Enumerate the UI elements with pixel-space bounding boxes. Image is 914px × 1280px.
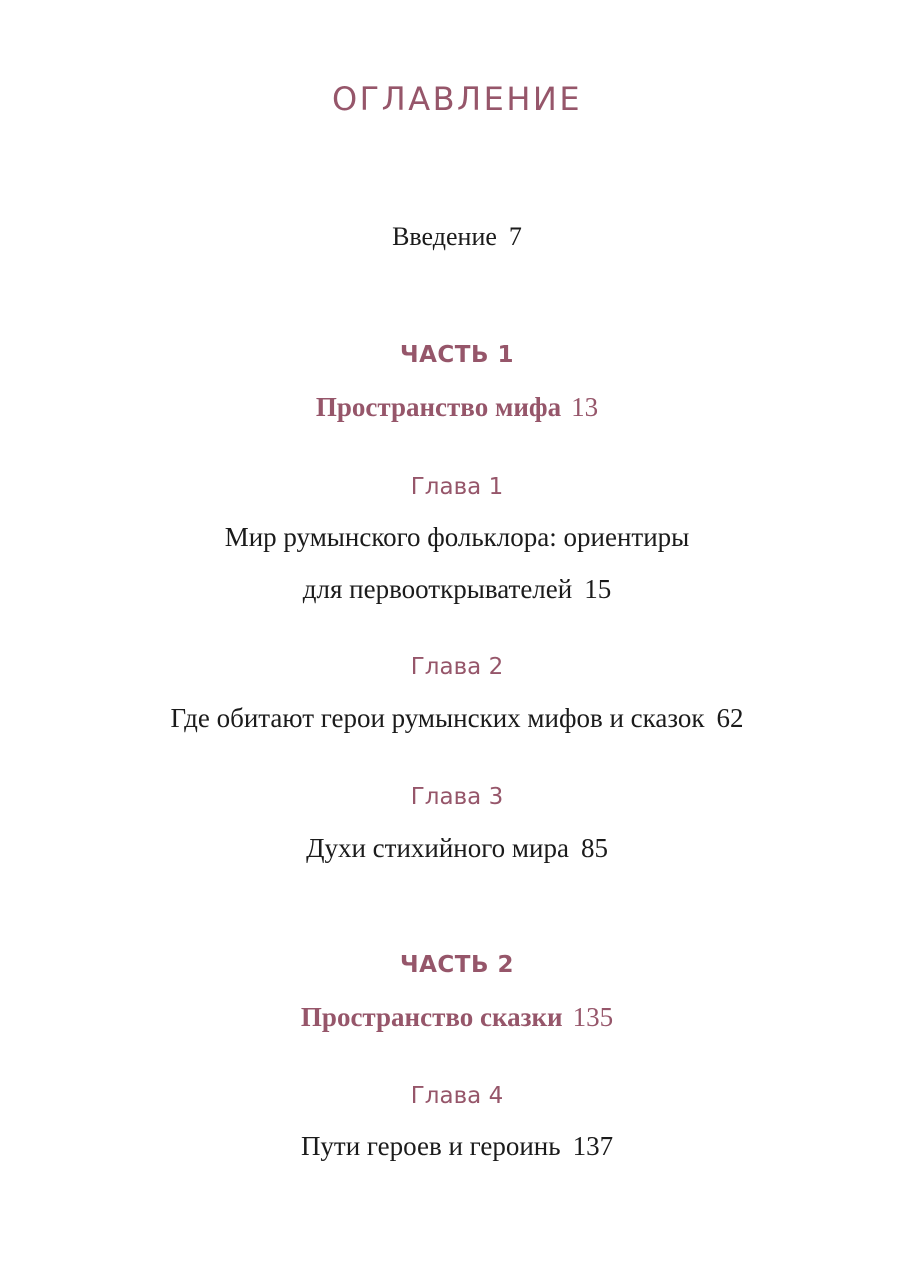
entry-title: Духи стихийного мира: [306, 833, 569, 863]
entry-page-number: 62: [716, 703, 744, 733]
entry-title: Пространство мифа: [315, 392, 562, 422]
toc-entry-chapter-4[interactable]: [0, 1131, 914, 1162]
entry-page-number: 7: [508, 222, 522, 251]
part-1-label: ЧАСТЬ 1: [400, 342, 514, 368]
toc-entry-chapter-2[interactable]: [0, 703, 914, 734]
toc-entry-part-1[interactable]: [0, 392, 914, 423]
entry-title: для первооткрывателей: [302, 574, 573, 604]
entry-page-number: 135: [572, 1002, 614, 1032]
toc-entry-intro[interactable]: [0, 222, 914, 252]
toc-entry-chapter-1-line-2[interactable]: [0, 574, 914, 605]
toc-entry-chapter-1-line-1[interactable]: [0, 522, 914, 553]
chapter-2-label: Глава 2: [410, 654, 504, 680]
entry-title: Пути героев и героинь: [300, 1131, 561, 1161]
chapter-1-label: Глава 1: [410, 474, 504, 500]
entry-title: Пространство сказки: [300, 1002, 563, 1032]
part-2-label: ЧАСТЬ 2: [400, 952, 514, 978]
toc-entry-part-2[interactable]: [0, 1002, 914, 1033]
entry-page-number: 137: [572, 1131, 614, 1161]
entry-page-number: 13: [571, 392, 599, 422]
toc-entry-chapter-3[interactable]: [0, 833, 914, 864]
toc-title: ОГЛАВЛЕНИЕ: [331, 80, 583, 118]
chapter-4-label: Глава 4: [410, 1083, 504, 1109]
entry-title: Мир румынского фольклора: ориентиры: [224, 522, 690, 552]
entry-title: Введение: [392, 222, 497, 251]
entry-page-number: 15: [584, 574, 612, 604]
entry-page-number: 85: [580, 833, 608, 863]
chapter-3-label: Глава 3: [410, 784, 504, 810]
entry-title: Где обитают герои румынских мифов и сказок: [170, 703, 705, 733]
